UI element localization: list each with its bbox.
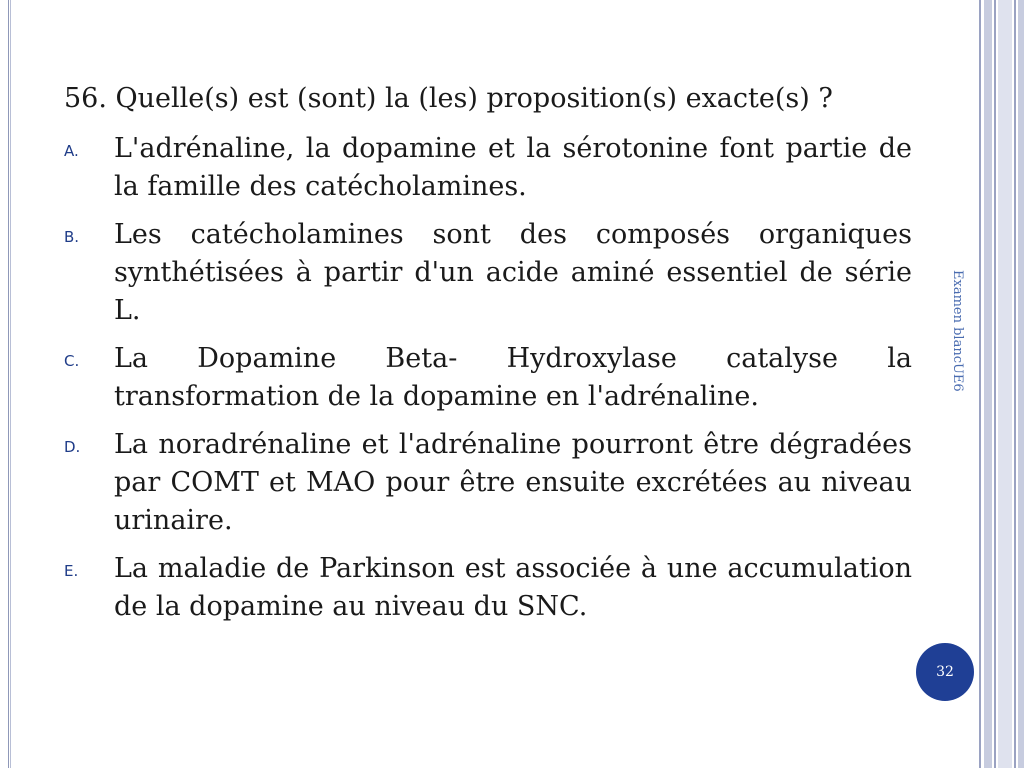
- option-e: [64, 550, 912, 626]
- option-text: Les catécholamines sont des composés organiques synthétisées à partir d'un acide aminé essentiel de série L.: [114, 219, 912, 326]
- option-letter: D.: [64, 438, 81, 456]
- page-number: 32: [936, 664, 954, 680]
- right-decor-band: [1018, 0, 1024, 768]
- left-frame-line: [8, 0, 9, 768]
- left-frame-line-inner: [10, 0, 11, 768]
- option-letter: E.: [64, 562, 79, 580]
- slide-content: [64, 80, 912, 636]
- option-b: [64, 216, 912, 330]
- option-letter: C.: [64, 352, 80, 370]
- option-a: [64, 130, 912, 206]
- option-letter: B.: [64, 228, 80, 246]
- option-text: La Dopamine Beta- Hydroxylase catalyse la transformation de la dopamine en l'adrénaline.: [114, 343, 912, 412]
- question-text: 56. Quelle(s) est (sont) la (les) proposition(s) exacte(s) ?: [64, 83, 833, 114]
- right-decor-band: [984, 0, 992, 768]
- options-list: [64, 130, 912, 626]
- page-number-badge: [916, 643, 974, 701]
- right-decor-line: [1014, 0, 1016, 768]
- option-c: [64, 340, 912, 416]
- option-text: L'adrénaline, la dopamine et la sérotonine font partie de la famille des catécholamines.: [114, 133, 912, 202]
- option-letter: A.: [64, 142, 79, 160]
- right-decor-line: [979, 0, 981, 768]
- option-text: La maladie de Parkinson est associée à une accumulation de la dopamine au niveau du SNC.: [114, 553, 912, 622]
- option-d: [64, 426, 912, 540]
- right-decor-band: [998, 0, 1012, 768]
- vertical-footer-label: Examen blancUE6: [950, 270, 965, 392]
- option-text: La noradrénaline et l'adrénaline pourront être dégradées par COMT et MAO pour être ensuite excrétées au niveau urinaire.: [114, 429, 912, 536]
- right-decor-line: [994, 0, 996, 768]
